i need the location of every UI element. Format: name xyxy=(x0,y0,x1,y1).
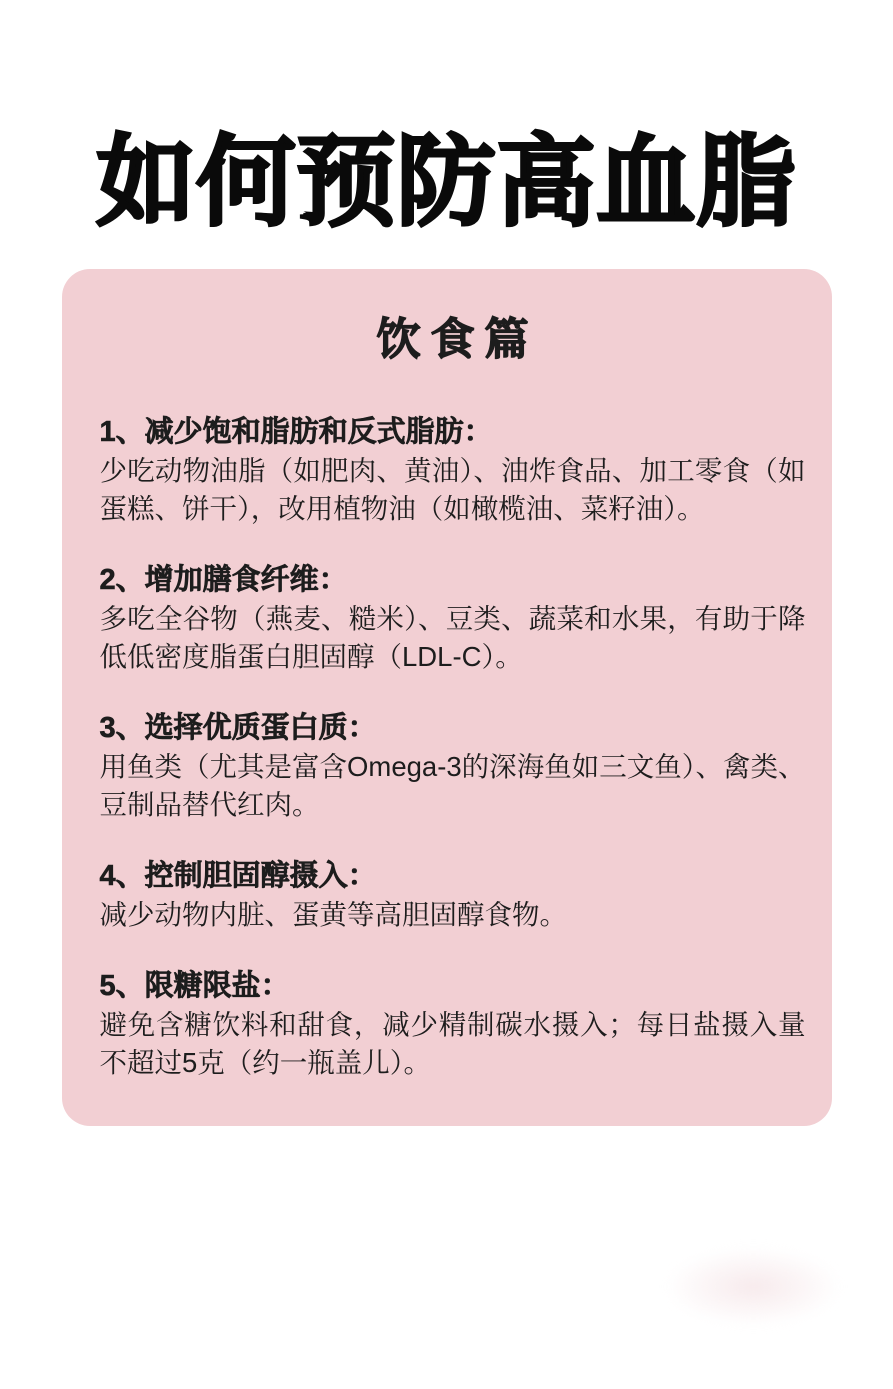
card-title: 饮食篇 xyxy=(376,314,539,364)
tip-body: 多吃全谷物（燕麦、糙米）、豆类、蔬菜和水果，有助于降低低密度脂蛋白胆固醇（LDL-C）。 xyxy=(99,602,806,672)
tip-section-3 xyxy=(100,709,806,824)
tip-heading: 4、控制胆固醇摄入： xyxy=(99,859,377,892)
tip-section-5 xyxy=(100,967,806,1082)
tip-heading: 2、增加膳食纤维： xyxy=(99,563,348,596)
tip-body: 避免含糖饮料和甜食，减少精制碳水摄入；每日盐摄入量不超过5克（约一瓶盖儿）。 xyxy=(99,1008,806,1078)
tip-body: 用鱼类（尤其是富含Omega-3的深海鱼如三文鱼）、禽类、豆制品替代红肉。 xyxy=(99,750,806,820)
tip-heading: 3、选择优质蛋白质： xyxy=(99,711,377,744)
tip-heading: 1、减少饱和脂肪和反式脂肪： xyxy=(99,415,493,448)
diet-card xyxy=(62,269,832,1126)
tip-body: 减少动物内脏、蛋黄等高胆固醇食物。 xyxy=(99,898,567,930)
page-title: 如何预防高血脂 xyxy=(96,126,797,237)
tip-section-1 xyxy=(100,413,806,528)
tip-section-4 xyxy=(100,857,806,934)
tip-section-2 xyxy=(100,561,806,676)
tip-body: 少吃动物油脂（如肥肉、黄油）、油炸食品、加工零食（如蛋糕、饼干），改用植物油（如橄榄油、菜籽油）。 xyxy=(99,454,806,524)
watermark-smudge xyxy=(636,1234,871,1339)
tip-heading: 5、限糖限盐： xyxy=(99,969,290,1002)
